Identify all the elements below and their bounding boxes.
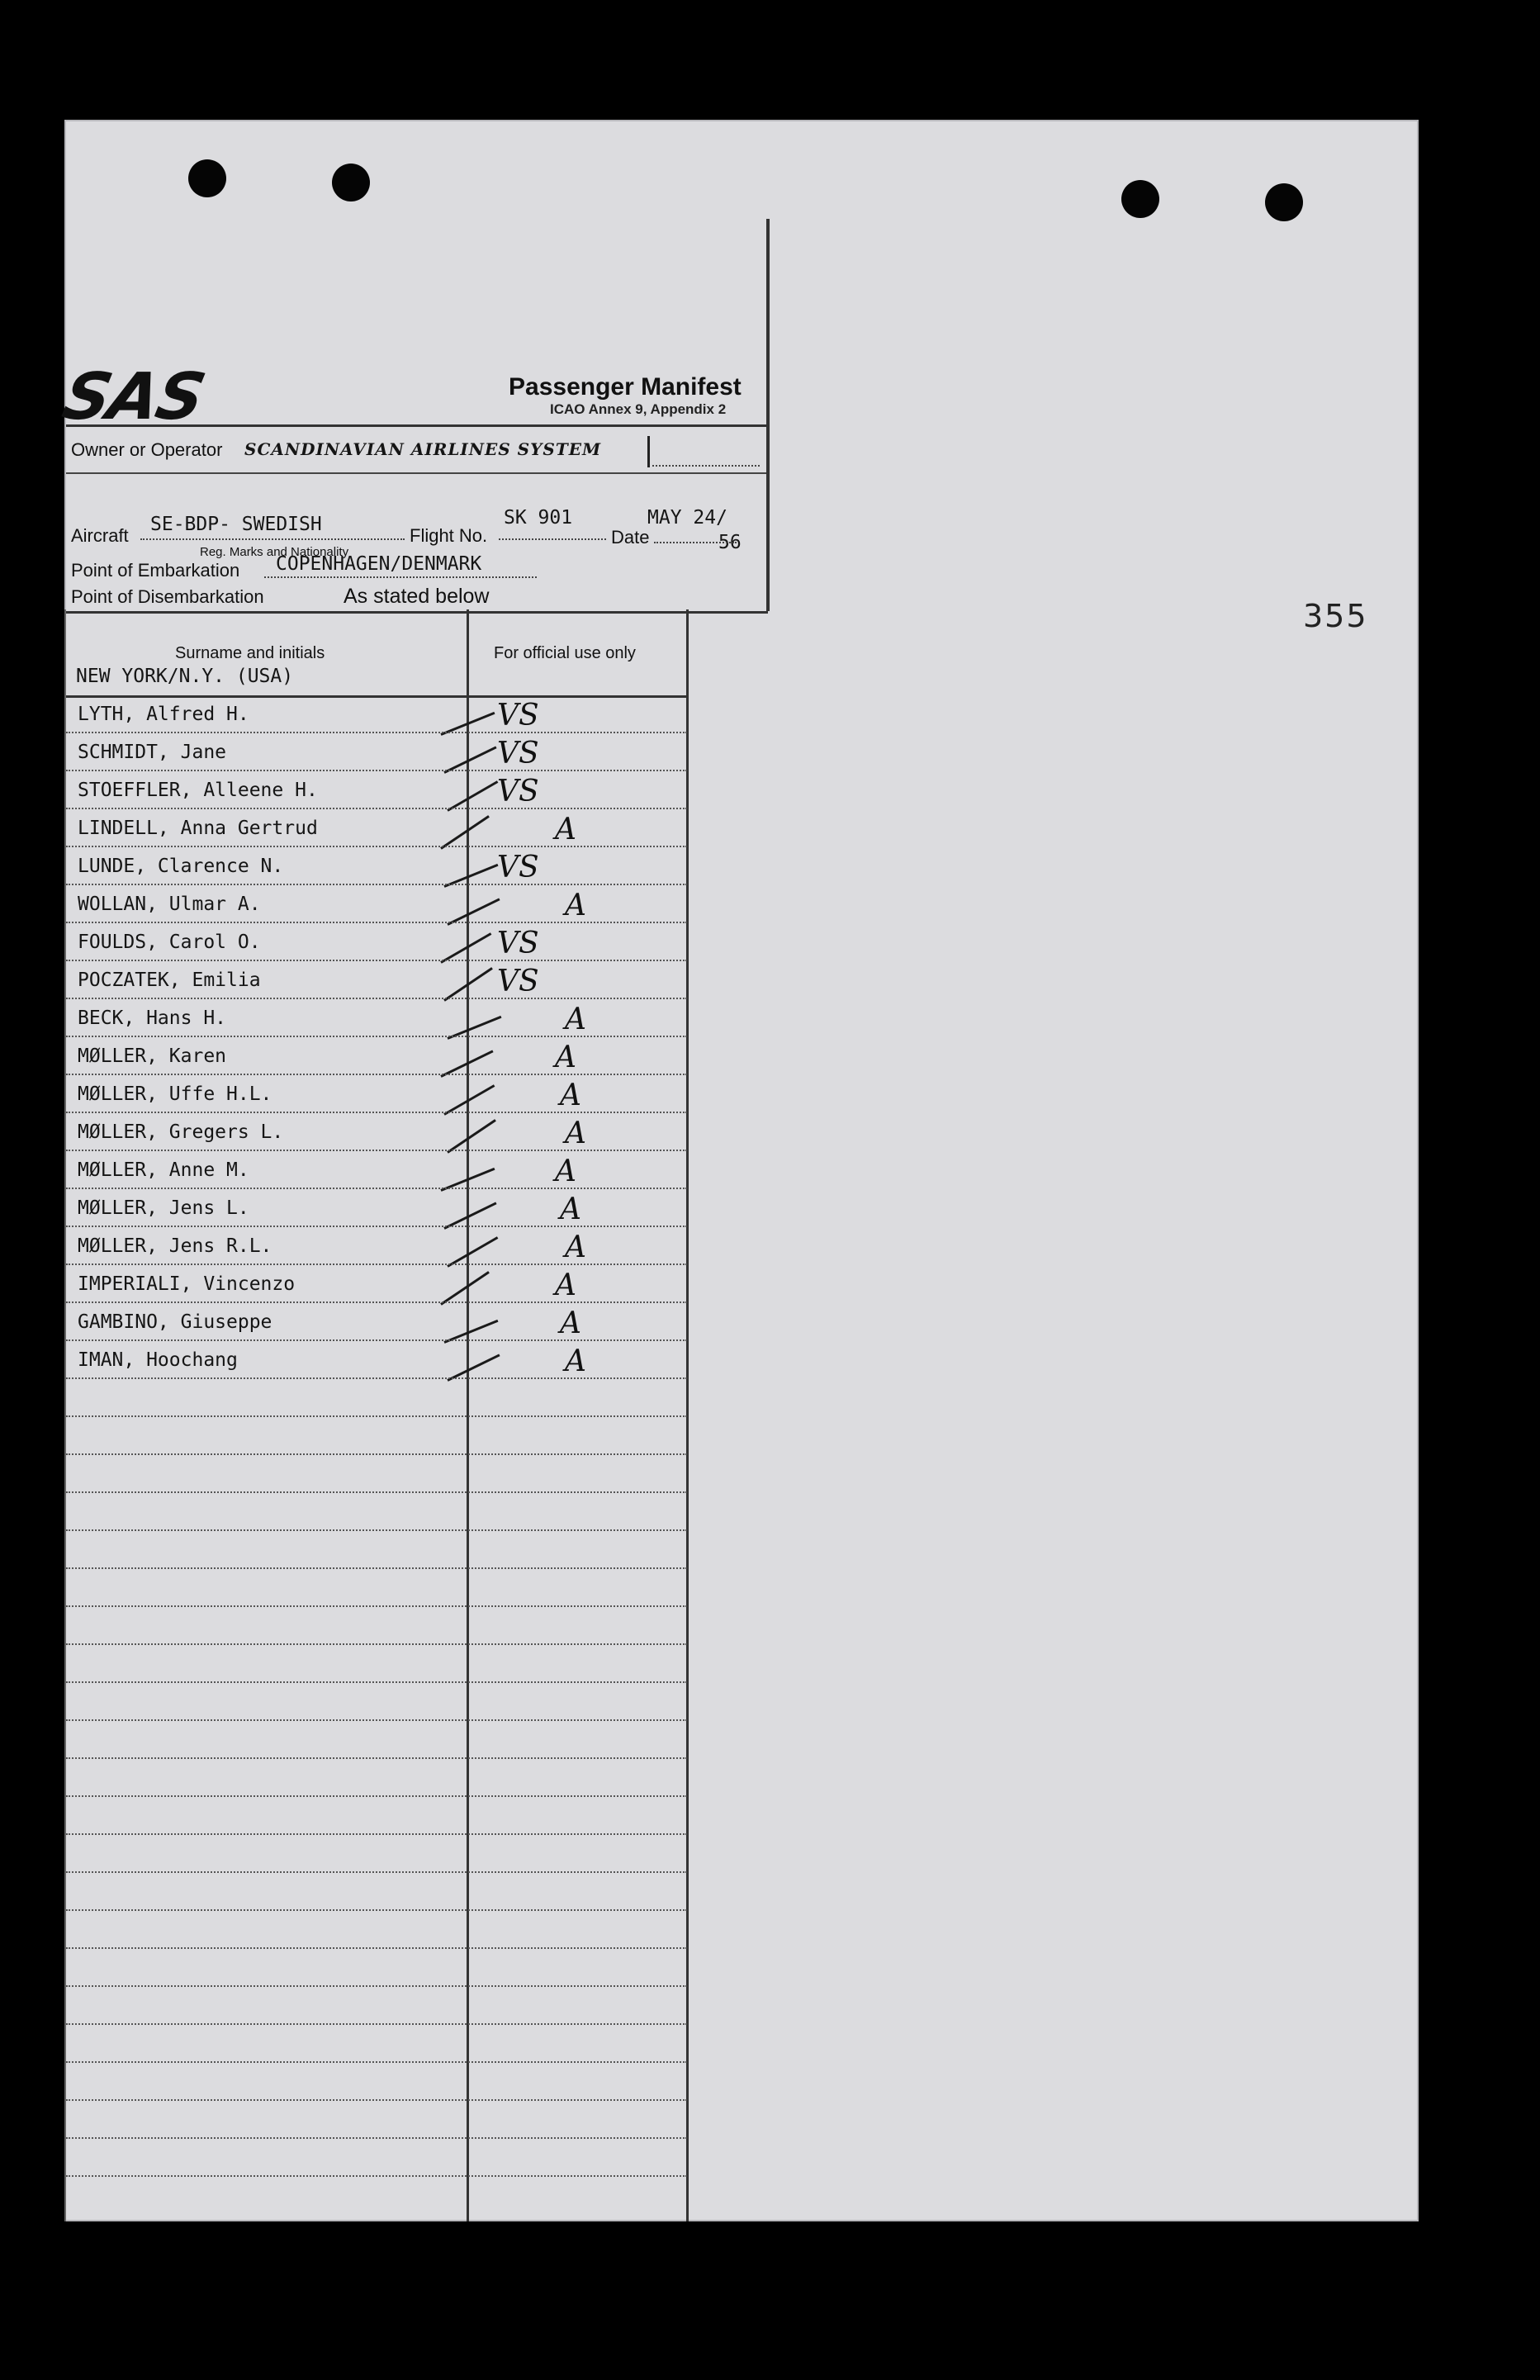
- row-rule: [66, 960, 687, 961]
- official-mark: A: [555, 1154, 576, 1188]
- row-rule: [66, 2137, 687, 2139]
- passenger-name: MØLLER, Jens L.: [78, 1197, 249, 1219]
- passenger-name: LYTH, Alfred H.: [78, 704, 249, 725]
- row-rule: [66, 1643, 687, 1645]
- punch-hole: [332, 164, 370, 201]
- flight-dots: [499, 538, 606, 540]
- sas-logo: SAS: [56, 360, 211, 434]
- passenger-name: GAMBINO, Giuseppe: [78, 1311, 272, 1333]
- row-rule: [66, 1036, 687, 1037]
- row-rule: [66, 2023, 687, 2025]
- passenger-name: POCZATEK, Emilia: [78, 970, 261, 991]
- row-rule: [66, 1833, 687, 1835]
- row-rule: [66, 732, 687, 733]
- passenger-name: LINDELL, Anna Gertrud: [78, 818, 318, 839]
- passenger-name: BECK, Hans H.: [78, 1007, 227, 1029]
- official-mark: A: [560, 1079, 581, 1112]
- official-mark: A: [560, 1192, 581, 1226]
- owner-value: SCANDINAVIAN AIRLINES SYSTEM: [244, 439, 602, 459]
- official-column-header: For official use only: [494, 644, 636, 662]
- row-rule: [66, 1605, 687, 1607]
- row-rule: [66, 808, 687, 809]
- official-mark: A: [565, 889, 586, 922]
- page-number: 355: [1303, 598, 1368, 634]
- owner-dots: [652, 465, 760, 467]
- row-rule: [66, 846, 687, 847]
- row-rule: [66, 1453, 687, 1455]
- aircraft-value: SE-BDP- SWEDISH: [150, 514, 322, 535]
- passenger-name: SCHMIDT, Jane: [78, 742, 227, 763]
- row-rule: [66, 1757, 687, 1759]
- destination: NEW YORK/N.Y. (USA): [76, 666, 294, 687]
- punch-hole: [1265, 183, 1303, 221]
- date-label: Date: [611, 527, 650, 548]
- official-mark: VS: [497, 737, 539, 770]
- aircraft-label: Aircraft: [71, 525, 129, 546]
- row-rule: [66, 1377, 687, 1379]
- row-rule: [66, 1947, 687, 1949]
- name-column-header: Surname and initials: [175, 644, 325, 662]
- official-mark: A: [565, 1003, 586, 1036]
- row-rule: [66, 1719, 687, 1721]
- punch-hole: [1121, 180, 1159, 218]
- row-rule: [66, 1909, 687, 1911]
- embarkation-dots: [264, 576, 537, 578]
- official-mark: A: [555, 1041, 576, 1074]
- official-mark: A: [565, 1117, 586, 1150]
- flight-value: SK 901: [504, 507, 573, 529]
- row-rule: [66, 1985, 687, 1987]
- row-rule: [66, 1188, 687, 1189]
- row-rule: [66, 1415, 687, 1417]
- embarkation-value: COPENHAGEN/DENMARK: [276, 553, 482, 575]
- owner-rule: [66, 472, 766, 474]
- passenger-name: MØLLER, Uffe H.L.: [78, 1083, 272, 1105]
- official-mark: VS: [497, 851, 539, 884]
- row-rule: [66, 1263, 687, 1265]
- official-mark: A: [565, 1344, 586, 1378]
- passenger-name: STOEFFLER, Alleene H.: [78, 780, 318, 801]
- passenger-name: MØLLER, Anne M.: [78, 1159, 249, 1181]
- official-mark: A: [555, 813, 576, 846]
- official-mark: A: [565, 1230, 586, 1264]
- row-rule: [66, 1491, 687, 1493]
- row-rule: [66, 1529, 687, 1531]
- row-rule: [66, 998, 687, 999]
- row-rule: [66, 1301, 687, 1303]
- row-rule: [66, 1681, 687, 1683]
- row-rule: [66, 1567, 687, 1569]
- passenger-name: LUNDE, Clarence N.: [78, 856, 284, 877]
- passenger-name: MØLLER, Gregers L.: [78, 1121, 284, 1143]
- row-rule: [66, 2061, 687, 2063]
- form-title: Passenger Manifest: [509, 373, 742, 401]
- owner-label: Owner or Operator: [71, 439, 223, 460]
- row-rule: [66, 2175, 687, 2177]
- header-rule: [66, 424, 766, 427]
- row-rule: [66, 1112, 687, 1113]
- passenger-name: IMAN, Hoochang: [78, 1349, 238, 1371]
- disembarkation-label: Point of Disembarkation: [71, 586, 264, 607]
- form-edge: [766, 219, 770, 611]
- official-mark: A: [555, 1268, 576, 1302]
- passenger-name: WOLLAN, Ulmar A.: [78, 894, 261, 915]
- date-value-year: 56: [718, 532, 742, 553]
- official-mark: VS: [497, 775, 539, 808]
- row-rule: [66, 1339, 687, 1341]
- aircraft-sublabel: Reg. Marks and Nationality: [200, 545, 349, 559]
- date-value: MAY 24/: [647, 507, 727, 529]
- row-rule: [66, 2099, 687, 2101]
- row-rule: [66, 770, 687, 771]
- form-subtitle: ICAO Annex 9, Appendix 2: [550, 401, 727, 417]
- row-rule: [66, 922, 687, 923]
- punch-hole: [188, 159, 226, 197]
- aircraft-dots: [140, 538, 405, 540]
- passenger-name: FOULDS, Carol O.: [78, 932, 261, 953]
- flight-label: Flight No.: [410, 525, 488, 546]
- passenger-name: MØLLER, Karen: [78, 1045, 227, 1067]
- date-dots: [654, 542, 737, 543]
- row-rule: [66, 1871, 687, 1873]
- row-rule: [66, 884, 687, 885]
- row-rule: [66, 1795, 687, 1797]
- official-mark: A: [560, 1306, 581, 1340]
- passenger-name: MØLLER, Jens R.L.: [78, 1235, 272, 1257]
- owner-tick: [647, 436, 650, 467]
- header-row-rule: [66, 695, 687, 698]
- row-rule: [66, 1226, 687, 1227]
- embarkation-label: Point of Embarkation: [71, 560, 240, 581]
- official-mark: VS: [497, 927, 539, 960]
- row-rule: [66, 1150, 687, 1151]
- passenger-name: IMPERIALI, Vincenzo: [78, 1273, 296, 1295]
- row-rule: [66, 1074, 687, 1075]
- official-mark: VS: [497, 965, 539, 998]
- disembarkation-value: As stated below: [344, 585, 490, 608]
- official-mark: VS: [497, 699, 539, 732]
